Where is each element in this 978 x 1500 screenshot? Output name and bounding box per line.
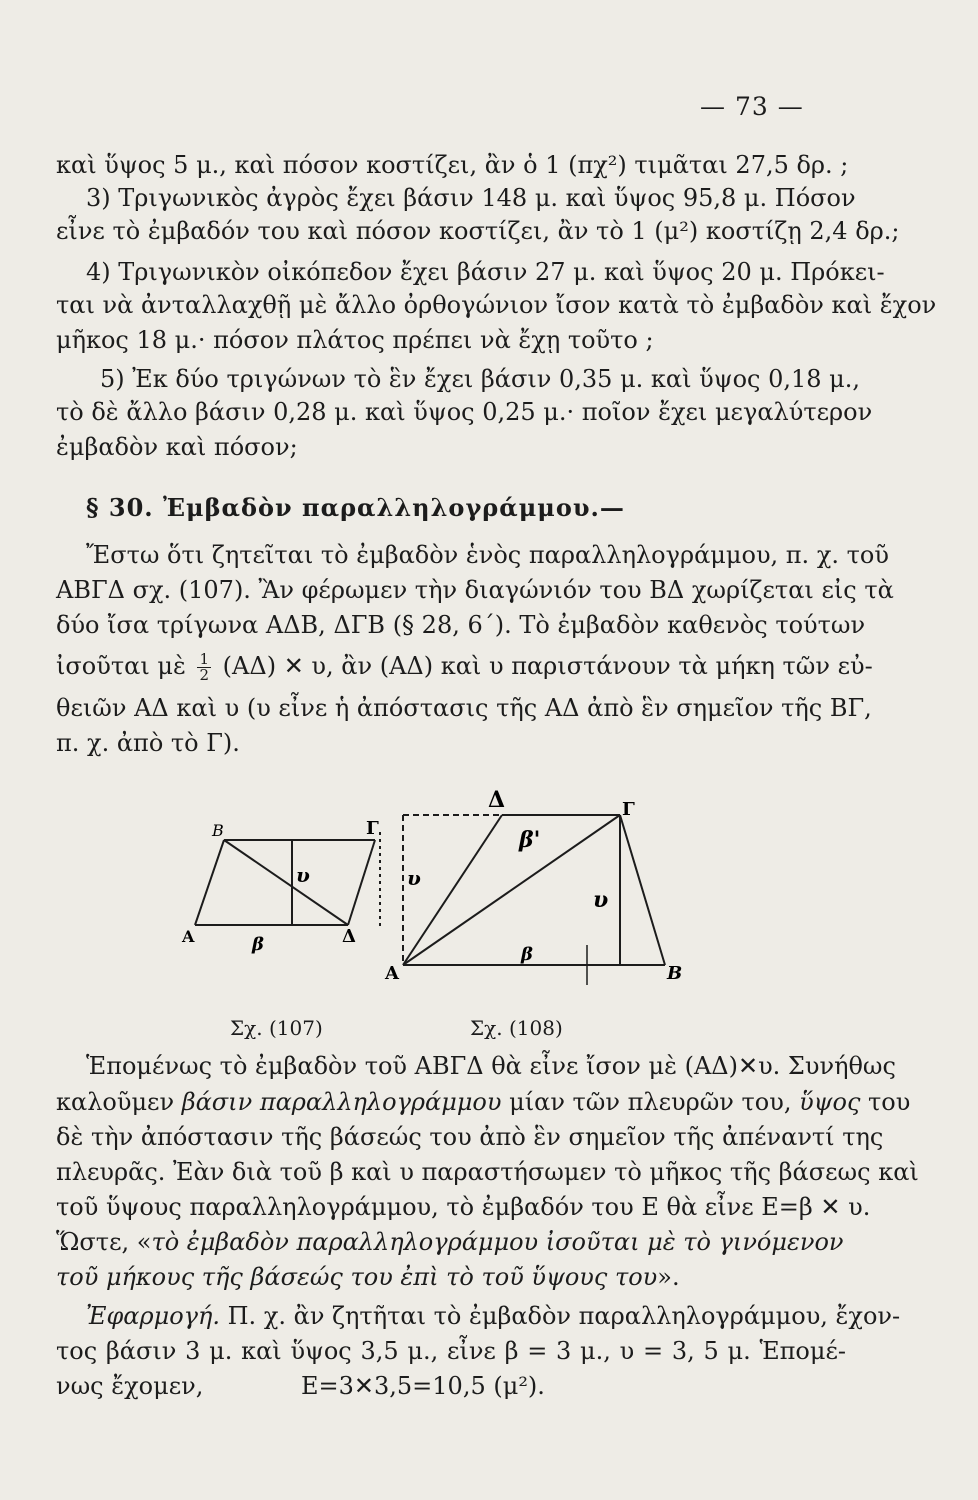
figure-107-parallelogram bbox=[180, 810, 400, 960]
label-D: Δ bbox=[342, 926, 356, 947]
after-line-6 bbox=[56, 1227, 846, 1257]
label-B: B bbox=[212, 821, 224, 840]
label-A: A bbox=[385, 963, 399, 984]
after-line-3: δὲ τὴν ἀπόστασιν τῆς βάσεώς του ἀπὸ ἓν σημεῖον τῆς ἀπέναντί της bbox=[56, 1123, 884, 1151]
problem-3-line-1: 3) Τριγωνικὸς ἀγρὸς ἔχει βάσιν 148 μ. καὶ ὕψος 95,8 μ. Πόσον bbox=[86, 184, 856, 212]
fraction-denominator: 2 bbox=[199, 666, 210, 684]
after-line-4: πλευρᾶς. Ἐὰν διὰ τοῦ β καὶ υ παραστήσωμεν τὸ μῆκος τῆς βάσεως καὶ bbox=[56, 1158, 919, 1186]
section-line-5: θειῶν ΑΔ καὶ υ (υ εἶνε ἡ ἀπόστασις τῆς ΑΔ ἀπὸ ἓν σημεῖον τῆς ΒΓ, bbox=[56, 694, 872, 722]
caption-fig-108: Σχ. (108) bbox=[470, 1016, 563, 1040]
after-line-7 bbox=[56, 1262, 846, 1292]
label-G: Γ bbox=[366, 818, 379, 839]
problem-4-line-2: ται νὰ ἀνταλλαχθῇ μὲ ἄλλο ὀρθογώνιον ἴσον κατὰ τὸ ἐμβαδὸν καὶ ἔχον bbox=[56, 291, 937, 319]
after-line-2-c: του bbox=[860, 1088, 911, 1116]
after-line-10-a: νως ἔχομεν, bbox=[56, 1372, 204, 1400]
label-G: Γ bbox=[622, 799, 635, 820]
problem-5-line-1: 5) Ἐκ δύο τριγώνων τὸ ἓν ἔχει βάσιν 0,35 μ. καὶ ὕψος 0,18 μ., bbox=[100, 365, 861, 393]
figure-108-parallelogram bbox=[375, 785, 705, 990]
section-line-4 bbox=[56, 648, 873, 684]
section-line-2: ΑΒΓΔ σχ. (107). Ἂν φέρωμεν τὴν διαγώνιόν του ΒΔ χωρίζεται εἰς τὰ bbox=[56, 576, 894, 604]
side-GD bbox=[348, 840, 375, 925]
rule-statement-2: τοῦ μήκους τῆς βάσεώς του ἐπὶ τὸ τοῦ ὕψους του bbox=[56, 1263, 658, 1291]
diagonal-BD bbox=[224, 840, 348, 925]
after-line-8 bbox=[86, 1301, 901, 1331]
section-line-4-start: ἰσοῦται μὲ bbox=[56, 652, 186, 680]
after-line-2-b: μίαν τῶν πλευρῶν του, bbox=[501, 1088, 800, 1116]
after-line-1: Ἑπομένως τὸ ἐμβαδὸν τοῦ ΑΒΓΔ θὰ εἶνε ἴσον μὲ (ΑΔ)✕υ. Συνήθως bbox=[86, 1052, 896, 1080]
side-GB bbox=[620, 815, 665, 965]
section-line-3: δύο ἴσα τρίγωνα ΑΔΒ, ΔΓΒ (§ 28, 6΄). Τὸ ἐμβαδὸν καθενὸς τούτων bbox=[56, 611, 866, 639]
section-heading: § 30. Ἐμβαδὸν παραλληλογράμμου.— bbox=[86, 493, 625, 522]
after-line-5: τοῦ ὕψους παραλληλογράμμου, τὸ ἐμβαδόν του Ε θὰ εἶνε Ε=β ✕ υ. bbox=[56, 1193, 871, 1221]
problem-2-end: καὶ ὕψος 5 μ., καὶ πόσον κοστίζει, ἂν ὁ 1 (πχ²) τιμᾶται 27,5 δρ. ; bbox=[56, 151, 849, 179]
after-line-7-b: ». bbox=[657, 1263, 680, 1291]
label-beta: β bbox=[252, 934, 264, 955]
label-A: A bbox=[182, 927, 195, 946]
fraction-one-half bbox=[197, 652, 211, 683]
section-line-4-end: (ΑΔ) ✕ υ, ἂν (ΑΔ) καὶ υ παριστάνουν τὰ μήκη τῶν εὐ- bbox=[222, 652, 873, 680]
label-upsilon: υ bbox=[296, 863, 310, 887]
term-height: ὕψος bbox=[799, 1088, 861, 1116]
term-base: βάσιν παραλληλογράμμου bbox=[181, 1088, 502, 1116]
problem-4-line-1: 4) Τριγωνικὸν οἰκόπεδον ἔχει βάσιν 27 μ. καὶ ὕψος 20 μ. Πρόκει- bbox=[86, 258, 885, 286]
section-line-6: π. χ. ἀπὸ τὸ Γ). bbox=[56, 729, 240, 757]
label-upsilon-right: υ bbox=[593, 887, 609, 913]
rule-statement-1: τὸ ἐμβαδὸν παραλληλογράμμου ἰσοῦται μὲ τὸ γινόμενον bbox=[151, 1228, 844, 1256]
problem-4-line-3: μῆκος 18 μ.· πόσον πλάτος πρέπει νὰ ἔχῃ τοῦτο ; bbox=[56, 326, 654, 354]
side-DA bbox=[403, 815, 502, 965]
side-BA bbox=[195, 840, 224, 925]
label-B: B bbox=[667, 963, 683, 984]
application-label: Ἐφαρμογή. bbox=[86, 1302, 220, 1330]
after-line-2-a: καλοῦμεν bbox=[56, 1088, 182, 1116]
after-line-9: τος βάσιν 3 μ. καὶ ὕψος 3,5 μ., εἶνε β = 3 μ., υ = 3, 5 μ. Ἑπομέ- bbox=[56, 1337, 846, 1365]
page-number: — 73 — bbox=[700, 92, 804, 121]
after-line-8-b: Π. χ. ἂν ζητῆται τὸ ἐμβαδὸν παραλληλογράμμου, ἔχον- bbox=[220, 1302, 901, 1330]
caption-fig-107: Σχ. (107) bbox=[230, 1016, 323, 1040]
label-beta-prime: β' bbox=[519, 827, 541, 853]
after-line-10 bbox=[56, 1371, 846, 1401]
problem-5-line-2: τὸ δὲ ἄλλο βάσιν 0,28 μ. καὶ ὕψος 0,25 μ.· ποῖον ἔχει μεγαλύτερον bbox=[56, 398, 873, 426]
formula-result: Ε=3✕3,5=10,5 (μ²). bbox=[301, 1372, 545, 1400]
label-upsilon-left: υ bbox=[407, 866, 421, 890]
fraction-numerator: 1 bbox=[199, 650, 210, 668]
problem-3-line-2: εἶνε τὸ ἐμβαδόν του καὶ πόσον κοστίζει, ἂν τὸ 1 (μ²) κοστίζῃ 2,4 δρ.; bbox=[56, 217, 900, 245]
label-D: Δ bbox=[488, 787, 506, 813]
label-beta: β bbox=[521, 944, 533, 965]
after-line-2 bbox=[56, 1087, 911, 1117]
diagonal-GA bbox=[403, 815, 620, 965]
after-line-6-a: Ὥστε, « bbox=[56, 1228, 152, 1256]
section-line-1: Ἔστω ὅτι ζητεῖται τὸ ἐμβαδὸν ἑνὸς παραλληλογράμμου, π. χ. τοῦ bbox=[86, 541, 889, 569]
problem-5-line-3: ἐμβαδὸν καὶ πόσον; bbox=[56, 433, 298, 461]
